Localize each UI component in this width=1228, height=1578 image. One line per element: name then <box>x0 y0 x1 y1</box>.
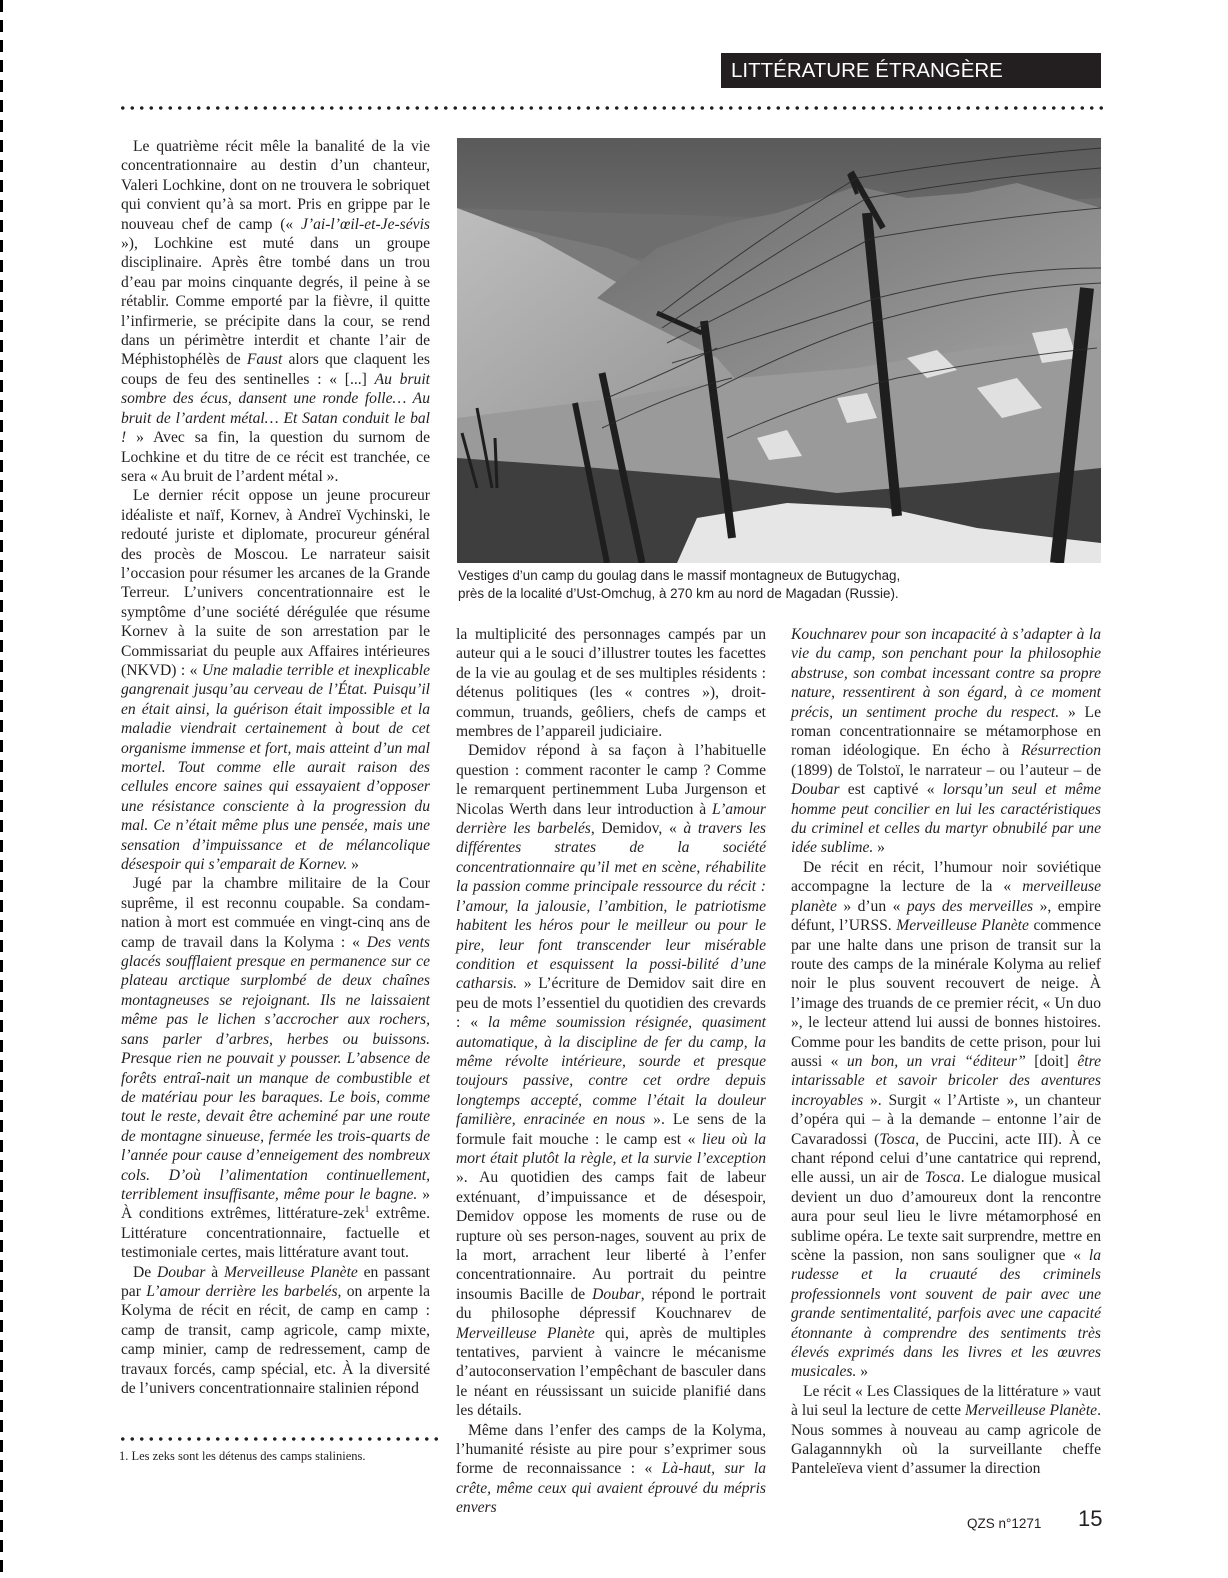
italic-quote: L’amour derrière les barbelés <box>456 800 766 838</box>
paragraph: Kouchnarev pour son incapacité à s’adapter à la vie du camp, son penchant pour la philosophie abstruse, son combat incessant contre sa propre nature, ressentirent à son égard, à ce moment précis, un sentiment proche du respect. » Le roman concentrationnaire se métamorphose en roman idéologique. En écho à Résurrection (1899) de Tolstoï, le narrateur – ou l’auteur – de Doubar est captivé « lorsqu’un seul et même homme peut concilier en lui les caractéristiques du criminel et celles du martyr obnubilé par une idée sublime. » <box>791 626 1102 857</box>
photo-gulag-camp <box>457 138 1101 563</box>
paragraph: De récit en récit, l’humour noir soviétique accompagne la lecture de la « merveilleuse planète » d’un « pays des merveilles », empire défunt, l’URSS. Merveilleuse Planète commence par une halte dans une prison de transit sur la route des camps de la minérale Kolyma au relief noir le plus souvent recouvert de neige. À l’image des truands de ce premier récit, « Un duo », le lecteur attend lui aussi de bonnes histoires. Comme pour les bandits de cette prison, pour lui aussi « un bon, un vrai “éditeur” [doit] être intarissable et savoir bricoler des aventures incroyables ». Surgit « l’Artiste », un chanteur d’opéra qui – à la demande – entonne l’air de Cavaradossi (Tosca, de Puccini, acte III). À ce chant répond celui d’une cantatrice qui reprend, elle aussi, un air de Tosca. Le dialogue musical devient un duo d’amoureux dont la rencontre aura pour seul lieu le livre métamorphosé en sublime opéra. Le texte sait surprendre, mettre en scène la passion, non sans souligner que « la rudesse et la cruauté des criminels professionnels vont souvent de pair avec une grande sentimentalité, parfois avec une capacité étonnante à comprendre des sentiments très élevés exprimés dans les livres et les œuvres musicales. » <box>791 858 1101 1381</box>
italic-quote: lieu où la mort était plutôt la règle, et la survie l’exception <box>456 1130 766 1167</box>
italic-quote: la rudesse et la cruauté des criminels professionnels vont souvent de pair avec une grande sentimentalité, parfois avec une capacité étonnante à comprendre des sentiments très élevés exprimés dans les livres et les œuvres musicales. <box>791 1247 1101 1381</box>
italic-quote: Tosca <box>879 1130 916 1148</box>
paragraph: Le dernier récit oppose un jeune procureur idéaliste et naïf, Kornev, à Andreï Vychinski, le redouté juriste et diplomate, procureur général des procès de Moscou. Le narrateur saisit l’occasion pour résumer les arcanes de la Grande Terreur. L’univers concentrationnaire est le symptôme d’une société dérégulée que résume Kornev à la suite de son arrestation par le Commissariat du peuple aux Affaires intérieures (NKVD) : « Une maladie terrible et inexplicable gangrenait jusqu’au cerveau de l’État. Puisqu’il en était ainsi, la guérison était impossible et la maladie viendrait certainement à bout de cet organisme immense et fort, mais atteint d’un mal mortel. Tout comme elle aurait raison des cellules encore saines qui essayaient d’opposer une résistance consciente à la progression du mal. Ce n’était même plus une pensée, mais une sensation d’impuissance et de mélancolique désespoir qui s’emparait de Kornev. » <box>121 487 430 874</box>
caption-line: Vestiges d’un camp du goulag dans le massif montagneux de Butugychag, <box>458 568 901 583</box>
photo-image <box>457 138 1101 563</box>
italic-quote: merveilleuse planète <box>791 878 1101 915</box>
column-3 <box>791 625 1101 1479</box>
italic-quote: Kouchnarev pour son incapacité à s’adapter à la vie du camp, son penchant pour la philosophie abstruse, son combat incessant contre sa propre nature, ressentirent à son égard, à ce moment précis, un sentiment proche du respect. <box>791 626 1101 721</box>
italic-quote: J’ai-l’œil-et-Je-sévis <box>300 215 430 233</box>
paragraph: De Doubar à Merveilleuse Planète en passant par L’amour derrière les barbelés, on arpente la Kolyma de récit en récit, de camp en camp : camp de transit, camp agricole, camp mixte, camp minier, camp de redressement, camp de travaux forcés, camp spécial, etc. À la diversité de l’univers concentrationnaire stalinien répond <box>121 1263 431 1397</box>
italic-quote: Merveilleuse Planète <box>964 1402 1098 1420</box>
paragraph: Jugé par la chambre militaire de la Cour suprême, il est reconnu coupable. Sa condam-nation à mort est commuée en vingt-cinq ans de camp de travail dans la Kolyma : « Des vents glacés soufflaient presque en permanence sur ce plateau arctique surplombé de deux chaînes montagneuses se rejoignant. Ils ne laissaient même pas le lichen s’accrocher aux rochers, sans parler d’arbres, herbes ou buissons. Presque rien ne pouvait y pousser. L’absence de forêts entraî-nait un manque de combustible et de matériau pour les baraques. Le bois, comme tout le reste, devait être acheminé par une route de montagne sinueuse, fermée les trois-quarts de l’année pour cause d’enneigement des nombreux cols. D’où l’alimentation continuellement, terriblement insuffisante, même pour le bagne. » À conditions extrêmes, littérature-zek$^1$ extrême. Littérature concentrationnaire, factuelle et testimoniale certes, mais littérature avant tout. <box>121 875 430 1262</box>
column-2 <box>456 625 766 1518</box>
photo-caption <box>458 567 1108 602</box>
paragraph: Demidov répond à sa façon à l’habituelle question : comment raconter le camp ? Comme le remarquent pertinemment Luba Jurgenson et Nicolas Werth dans leur introduction à L’amour derrière les barbelés, Demidov, « à travers les différentes strates de la société concentrationnaire qu’il met en scène, réhabilite la passion comme principale ressource du récit : l’amour, la jalousie, l’ambition, le patriotisme habitent les héros pour le meilleur ou pour le pire, leur font transcender leur misérable condition et esquissent la possi-bilité d’une catharsis. » L’écriture de Demidov sait dire en peu de mots l’essentiel du quotidien des crevards : « la même soumission résignée, quasiment automatique, à la discipline de fer du camp, la même révolte intérieure, sourde et presque toujours passive, contre cet ordre depuis longtemps accepté, comme l’était la douleur familière, enracinée en nous ». Le sens de la formule fait mouche : le camp est « lieu où la mort était plutôt la règle, et la survie l’exception ». Au quotidien des camps fait de labeur exténuant, d’impuissance et de désespoir, Demidov oppose les moments de ruse ou de rupture où ses person-nages, souvent au prix de la mort, arrachent leur liberté à l’enfer concentrationnaire. Au portrait du peintre insoumis Bacille de Doubar, répond le portrait du philosophe dépressif Kouchnarev de Merveilleuse Planète qui, après de multiples tentatives, parvient à vaincre le mécanisme d’autoconservation l’empêchant de basculer dans le néant en réussissant un suicide planifié dans les détails. <box>456 742 766 1420</box>
italic-quote: la même soumission résignée, quasiment automatique, à la discipline de fer du camp, la même révolte intérieure, sourde et presque toujours passive, contre cet ordre depuis longtemps accepté, comme l’était la douleur familière, enracinée en nous <box>456 1014 766 1129</box>
italic-quote: Une maladie terrible et inexplicable gangrenait jusqu’au cerveau de l’État. Puisqu’il en était ainsi, la guérison était impossible et la maladie viendrait certainement à bout de cet organisme immense et fort, mais atteint d’un mal mortel. Tout comme elle aurait raison des cellules encore saines qui essayaient d’opposer une résistance consciente à la progression du mal. Ce n’était même plus une pensée, mais une sensation d’impuissance et de mélancolique désespoir qui s’emparait de Kornev. <box>121 661 430 874</box>
italic-quote: un bon, un vrai “éditeur” <box>846 1052 1026 1070</box>
crop-marks <box>0 0 3 1578</box>
footnote: 1. Les zeks sont les détenus des camps staliniens. <box>119 1449 366 1463</box>
italic-quote: Merveilleuse Planète <box>223 1263 358 1281</box>
paragraph: la multiplicité des personnages campés par un auteur qui a le souci d’illustrer toutes les facettes de la vie au goulag et de ses multiples résidents : détenus politiques (les « contres »), droit-commun, truands, geôliers, chefs de camps et membres de l’appareil judiciaire. <box>456 626 766 741</box>
italic-quote: lorsqu’un seul et même homme peut concilier en lui les caractéristiques du criminel et celles du martyr obnubilé par une idée sublime. <box>791 781 1101 857</box>
italic-quote: à travers les différentes strates de la société concentrationnaire qu’il met en scène, réhabilite la passion comme principale ressource du récit : l’amour, la jalousie, l’ambition, le patriotisme habitent les héros pour le meilleur ou pour le pire, leur font transcender leur misérable condition et esquissent la possi-bilité d’une catharsis. <box>456 820 766 993</box>
italic-quote: Merveilleuse Planète <box>896 917 1029 935</box>
italic-quote: Doubar <box>592 1285 641 1303</box>
italic-quote: être intarissable et savoir bricoler des aventures incroyables <box>791 1052 1101 1109</box>
italic-quote: Tosca <box>924 1169 961 1187</box>
column-1 <box>121 137 430 1398</box>
paragraph: Même dans l’enfer des camps de la Kolyma, l’humanité résiste au pire pour s’exprimer sous forme de reconnaissance : « Là-haut, sur la crête, même ceux qui avaient éprouvé du mépris envers <box>456 1421 766 1517</box>
italic-quote: Doubar <box>791 781 840 799</box>
italic-quote: Merveilleuse Planète <box>456 1324 595 1342</box>
italic-quote: Résurrection <box>1021 742 1101 760</box>
paragraph: Le quatrième récit mêle la banalité de la vie concentrationnaire au destin d’un chanteur, Valeri Lochkine, dont on ne trouvera le sobriquet qui convient qu’à sa mort. Pris en grippe par le nouveau chef de camp (« J’ai-l’œil-et-Je-sévis »), Lochkine est muté dans un groupe disciplinaire. Après être tombé dans un trou d’eau par moins cinquante degrés, il peine à se rétablir. Comme emporté par la fièvre, il quitte l’infirmerie, se précipite dans la cour, se rend dans un périmètre interdit et chante l’air de Méphistophélès de Faust alors que claquent les coups de feu des sentinelles : « [...] Au bruit sombre des écus, dansent une ronde folle… Au bruit de l’ardent métal… Et Satan conduit le bal ! » Avec sa fin, la question du surnom de Lochkine et du titre de ce récit est tranchée, ce sera « Au bruit de l’ardent métal ». <box>121 138 430 485</box>
page-number: 15 <box>1078 1506 1103 1531</box>
italic-quote: pays des merveilles <box>906 897 1034 915</box>
paragraph: Le récit « Les Classiques de la littérature » vaut à lui seul la lecture de cette Merveilleuse Planète. Nous sommes à nouveau au camp agricole de Galagannnykh où la surveillante cheffe Panteleïeva vient d’assumer la direction <box>791 1382 1101 1478</box>
caption-line: près de la localité d’Ust-Omchug, à 270 km au nord de Magadan (Russie). <box>458 585 899 601</box>
section-rubric: LITTÉRATURE ÉTRANGÈRE <box>721 53 1101 88</box>
dotted-divider <box>118 106 1104 110</box>
italic-quote: Doubar <box>156 1263 206 1281</box>
issue-number: QZS n°1271 <box>967 1516 1042 1531</box>
italic-quote: Faust <box>246 351 283 369</box>
italic-quote: Là-haut, sur la crête, même ceux qui avaient éprouvé du mépris envers <box>456 1460 766 1517</box>
italic-quote: Des vents glacés soufflaient presque en permanence sur ce plateau arctique surplombé de deux chaînes montagneuses se rejoignant. Ils ne laissaient même pas le lichen s’accrocher aux rochers, sans parler d’arbres, herbes ou buissons. Presque rien ne pouvait y pousser. L’absence de forêts entraî-nait un manque de combustible et de matériau pour les baraques. Le bois, comme tout le reste, devait être acheminé par une route de montagne sinueuse, fermée les trois-quarts de l’année pour cause d’enneigement des nombreux cols. D’où l’alimentation continuellement, terriblement insuffisante, même pour le bagne. <box>121 933 430 1203</box>
italic-quote: Au bruit sombre des écus, dansent une ronde folle… Au bruit de l’ardent métal… Et Satan conduit le bal ! <box>121 370 430 447</box>
italic-quote: L’amour derrière les barbelés, <box>146 1282 342 1300</box>
footnote-ref: 1 <box>364 1204 370 1215</box>
footnote-divider <box>118 1437 438 1441</box>
